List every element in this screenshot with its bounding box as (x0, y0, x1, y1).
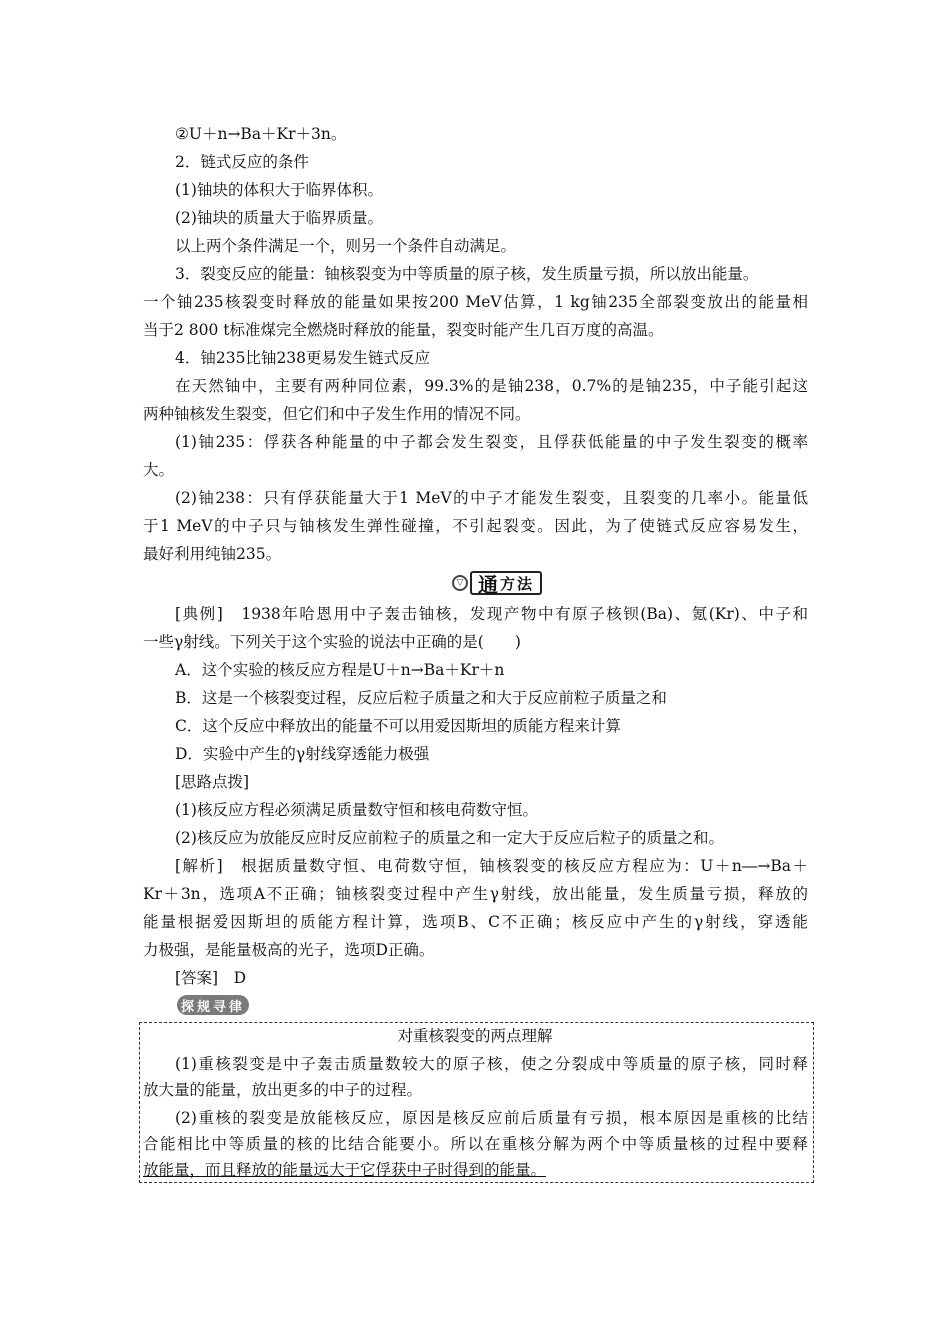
summary-title: 对重核裂变的两点理解 (397, 1027, 553, 1045)
paragraph-line: (1)铀块的体积大于临界体积。 (175, 181, 383, 199)
paragraph-line: (2)铀238：只有俘获能量大于1 MeV的中子才能发生裂变，且裂变的几率小。能量低 (175, 489, 808, 507)
summary-box (139, 1022, 814, 1183)
analysis-line: Kr＋3n，选项A不正确；铀核裂变过程中产生γ射线，放出能量，发生质量亏损，释放的 (143, 885, 808, 903)
summary-line: 合能相比中等质量的核的比结合能要小。所以在重核分解为两个中等质量核的过程中要释 (143, 1135, 808, 1153)
example-line: 一些γ射线。下列关于这个实验的说法中正确的是( ) (143, 633, 521, 651)
triangle-down-icon: ▽ (452, 575, 468, 591)
summary-line: (2)重核的裂变是放能核反应，原因是核反应前后质量有亏损，根本原因是重核的比结 (175, 1109, 808, 1127)
hint-heading: [思路点拨] (175, 773, 250, 791)
method-header-label: 通 方法 (470, 571, 542, 595)
paragraph-line: (2)铀块的质量大于临界质量。 (175, 209, 383, 227)
analysis-line: 力极强，是能量极高的光子，选项D正确。 (143, 941, 435, 959)
option-a: A．这个实验的核反应方程是U＋n→Ba＋Kr＋n (175, 661, 505, 679)
option-b: B．这是一个核裂变过程，反应后粒子质量之和大于反应前粒子质量之和 (175, 689, 667, 707)
paragraph-line: 于1 MeV的中子只与铀核发生弹性碰撞，不引起裂变。因此，为了使链式反应容易发生， (143, 517, 808, 535)
summary-line: (1)重核裂变是中子轰击质量数较大的原子核，使之分裂成中等质量的原子核，同时释 (175, 1055, 808, 1073)
rule-tag: 探规寻律 (177, 995, 249, 1015)
example-line: [典例] 1938年哈恩用中子轰击铀核，发现产物中有原子核钡(Ba)、氪(Kr)、中子和 (175, 605, 808, 623)
paragraph-line: (1)铀235：俘获各种能量的中子都会发生裂变，且俘获低能量的中子发生裂变的概率 (175, 433, 808, 451)
paragraph-line: ②U＋n→Ba＋Kr＋3n。 (175, 125, 347, 143)
paragraph-line: 一个铀235核裂变时释放的能量如果按200 MeV估算，1 kg铀235全部裂变放出的能量相 (143, 293, 808, 311)
paragraph-line: 以上两个条件满足一个，则另一个条件自动满足。 (175, 237, 517, 255)
analysis-line: [解析] 根据质量数守恒、电荷数守恒，铀核裂变的核反应方程应为：U＋n―→Ba＋ (175, 857, 808, 875)
analysis-line: 能量根据爱因斯坦的质能方程计算，选项B、C不正确；核反应中产生的γ射线，穿透能 (143, 913, 808, 931)
paragraph-line: 当于2 800 t标准煤完全燃烧时释放的能量，裂变时能产生几百万度的高温。 (143, 321, 664, 339)
paragraph-line: 大。 (143, 461, 175, 479)
paragraph-line: 在天然铀中，主要有两种同位素，99.3%的是铀238，0.7%的是铀235，中子能引起这 (175, 377, 808, 395)
option-d: D．实验中产生的γ射线穿透能力极强 (175, 745, 430, 763)
section-heading: 2．链式反应的条件 (175, 153, 309, 171)
paragraph-line: 两种铀核发生裂变，但它们和中子发生作用的情况不同。 (143, 405, 531, 423)
section-heading: 3．裂变反应的能量：铀核裂变为中等质量的原子核，发生质量亏损，所以放出能量。 (175, 265, 759, 283)
section-heading: 4．铀235比铀238更易发生链式反应 (175, 349, 431, 367)
paragraph-line: 最好利用纯铀235。 (143, 545, 282, 563)
summary-line: 放能量，而且释放的能量远大于它俘获中子时得到的能量。 (143, 1161, 547, 1179)
answer-line: [答案] D (175, 969, 247, 987)
summary-line: 放大量的能量，放出更多的中子的过程。 (143, 1081, 423, 1099)
option-c: C．这个反应中释放出的能量不可以用爱因斯坦的质能方程来计算 (175, 717, 621, 735)
hint-line: (2)核反应为放能反应时反应前粒子的质量之和一定大于反应后粒子的质量之和。 (175, 829, 724, 847)
hint-line: (1)核反应方程必须满足质量数守恒和核电荷数守恒。 (175, 801, 538, 819)
method-section-header (452, 571, 542, 595)
